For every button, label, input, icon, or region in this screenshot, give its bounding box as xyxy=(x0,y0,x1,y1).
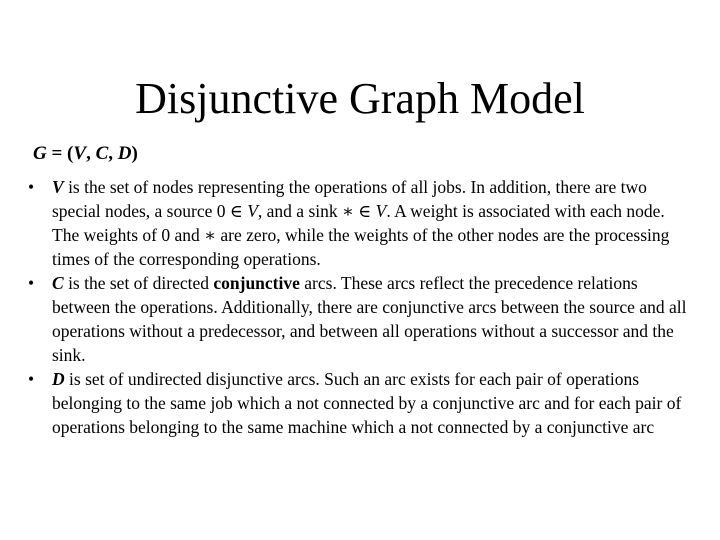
element-of-symbol: ∈ xyxy=(358,201,372,221)
bullet-text: arcs. These arcs reflect the precedence relations between the operations. Additionally, there are conjunctive arcs between the source and all operations without a predecessor, and between all operations without a successor and the sink. xyxy=(52,273,687,365)
bullet-item-conjunctive xyxy=(28,271,696,367)
emphasis-conjunctive: conjunctive xyxy=(213,273,300,293)
element-of-symbol: ∈ xyxy=(229,201,243,221)
formula-close: ) xyxy=(131,143,138,164)
formula-d: D xyxy=(117,143,132,164)
sink-symbol: ∗ xyxy=(204,225,217,245)
set-symbol-v: V xyxy=(52,177,64,197)
bullet-icon: • xyxy=(28,369,35,389)
set-symbol-d: D xyxy=(52,369,65,389)
bullet-text: is the set of directed xyxy=(63,273,214,293)
formula-sep-1: , xyxy=(86,143,96,164)
slide-title: Disjunctive Graph Model xyxy=(135,74,585,124)
set-symbol-v-inline: V xyxy=(375,201,387,221)
formula-g: G xyxy=(33,143,47,164)
set-symbol-v-inline: V xyxy=(247,201,258,221)
set-symbol-c: C xyxy=(52,273,64,293)
bullet-item-nodes xyxy=(28,175,696,271)
bullet-text: is the set of nodes representing the operations of all jobs. In addition, there are two special nodes, a source 0 xyxy=(52,177,647,221)
formula-c: C xyxy=(95,143,109,164)
bullet-icon: • xyxy=(28,273,35,293)
formula-open: = ( xyxy=(46,143,74,164)
bullet-text: are zero, while the weights of the other nodes are the processing times of the corresponding operations. xyxy=(52,225,670,269)
formula-v: V xyxy=(73,143,87,164)
bullet-text: is set of undirected disjunctive arcs. Such an arc exists for each pair of operations belonging to the same job which a not connected by a conjunctive arc and for each pair of operations belonging to the same machine which a not connected by a conjunctive arc xyxy=(52,369,682,437)
bullet-icon: • xyxy=(28,177,35,197)
graph-definition xyxy=(33,142,138,166)
bullet-text: . A weight is associated with each node. The weights of 0 and xyxy=(52,201,665,245)
sink-symbol: ∗ xyxy=(342,201,354,221)
bullet-item-disjunctive xyxy=(28,367,696,439)
bullet-list xyxy=(28,175,696,439)
bullet-text: , and a sink xyxy=(257,201,342,221)
formula-sep-2: , xyxy=(108,143,118,164)
